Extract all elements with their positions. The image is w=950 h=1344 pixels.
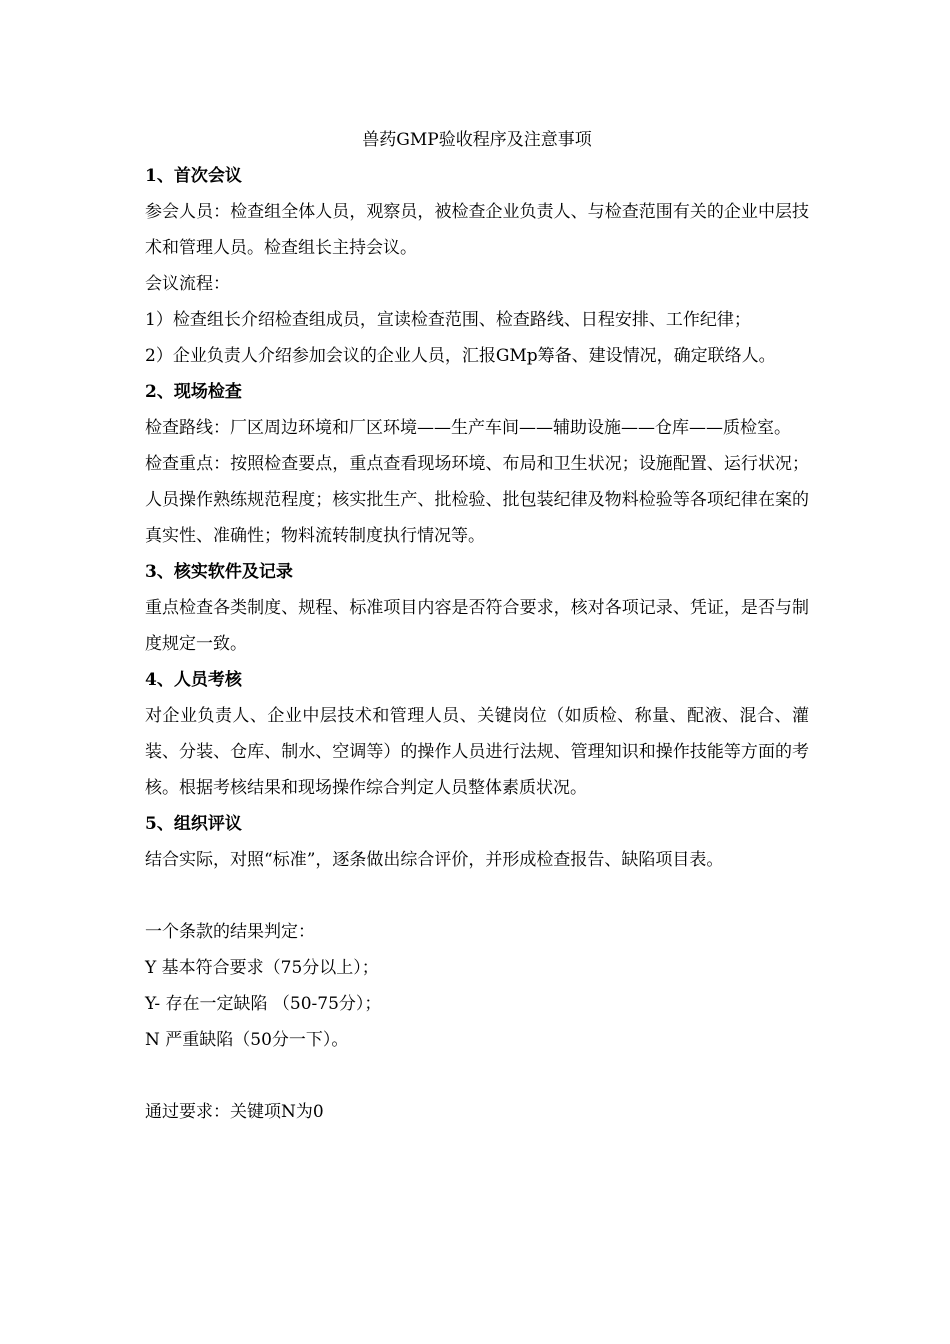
paragraph: 结合实际，对照“标准”，逐条做出综合评价，并形成检查报告、缺陷项目表。 (145, 850, 724, 870)
blank-line (145, 1058, 809, 1094)
judgement-intro: 一个条款的结果判定： (145, 922, 315, 942)
document-body (145, 122, 809, 1130)
section-site-inspection (145, 374, 809, 554)
section-heading: 5、组织评议 (145, 814, 242, 834)
paragraph: 1）检查组长介绍检查组成员，宣读检查范围、检查路线、日程安排、工作纪律； (145, 310, 751, 330)
section-heading: 2、现场检查 (145, 382, 242, 402)
judgement-block (145, 914, 809, 1058)
paragraph: 检查路线：厂区周边环境和厂区环境——生产车间——辅助设施——仓库——质检室。 (145, 418, 791, 438)
section-personnel-assessment (145, 662, 809, 806)
paragraph: 重点检查各类制度、规程、标准项目内容是否符合要求，核对各项记录、凭证，是否与制度规定一致。 (145, 598, 809, 654)
pass-requirement: 通过要求：关键项N为0 (145, 1102, 324, 1122)
judgement-item: Y- 存在一定缺陷 （50-75分）； (145, 994, 382, 1014)
document-title: 兽药GMP验收程序及注意事项 (362, 130, 592, 150)
section-heading: 3、核实软件及记录 (145, 562, 293, 582)
section-heading: 4、人员考核 (145, 670, 242, 690)
paragraph: 会议流程： (145, 274, 230, 294)
paragraph: 2）企业负责人介绍参加会议的企业人员，汇报GMp筹备、建设情况，确定联络人。 (145, 346, 776, 366)
paragraph: 参会人员：检查组全体人员，观察员，被检查企业负责人、与检查范围有关的企业中层技术和管理人员。检查组长主持会议。 (145, 202, 809, 258)
section-heading: 1、首次会议 (145, 166, 242, 186)
section-first-meeting (145, 158, 809, 374)
blank-line (145, 878, 809, 914)
judgement-item: N 严重缺陷（50分一下）。 (145, 1030, 349, 1050)
section-evaluation (145, 806, 809, 878)
judgement-item: Y 基本符合要求（75分以上）； (145, 958, 379, 978)
paragraph: 对企业负责人、企业中层技术和管理人员、关键岗位（如质检、称量、配液、混合、灌装、分装、仓库、制水、空调等）的操作人员进行法规、管理知识和操作技能等方面的考核。根据考核结果和现场操作综合判定人员整体素质状况。 (145, 706, 809, 798)
section-verify-software-records (145, 554, 809, 662)
paragraph: 检查重点：按照检查要点，重点查看现场环境、布局和卫生状况；设施配置、运行状况；人员操作熟练规范程度；核实批生产、批检验、批包装纪律及物料检验等各项纪律在案的真实性、准确性；物料流转制度执行情况等。 (145, 454, 809, 546)
